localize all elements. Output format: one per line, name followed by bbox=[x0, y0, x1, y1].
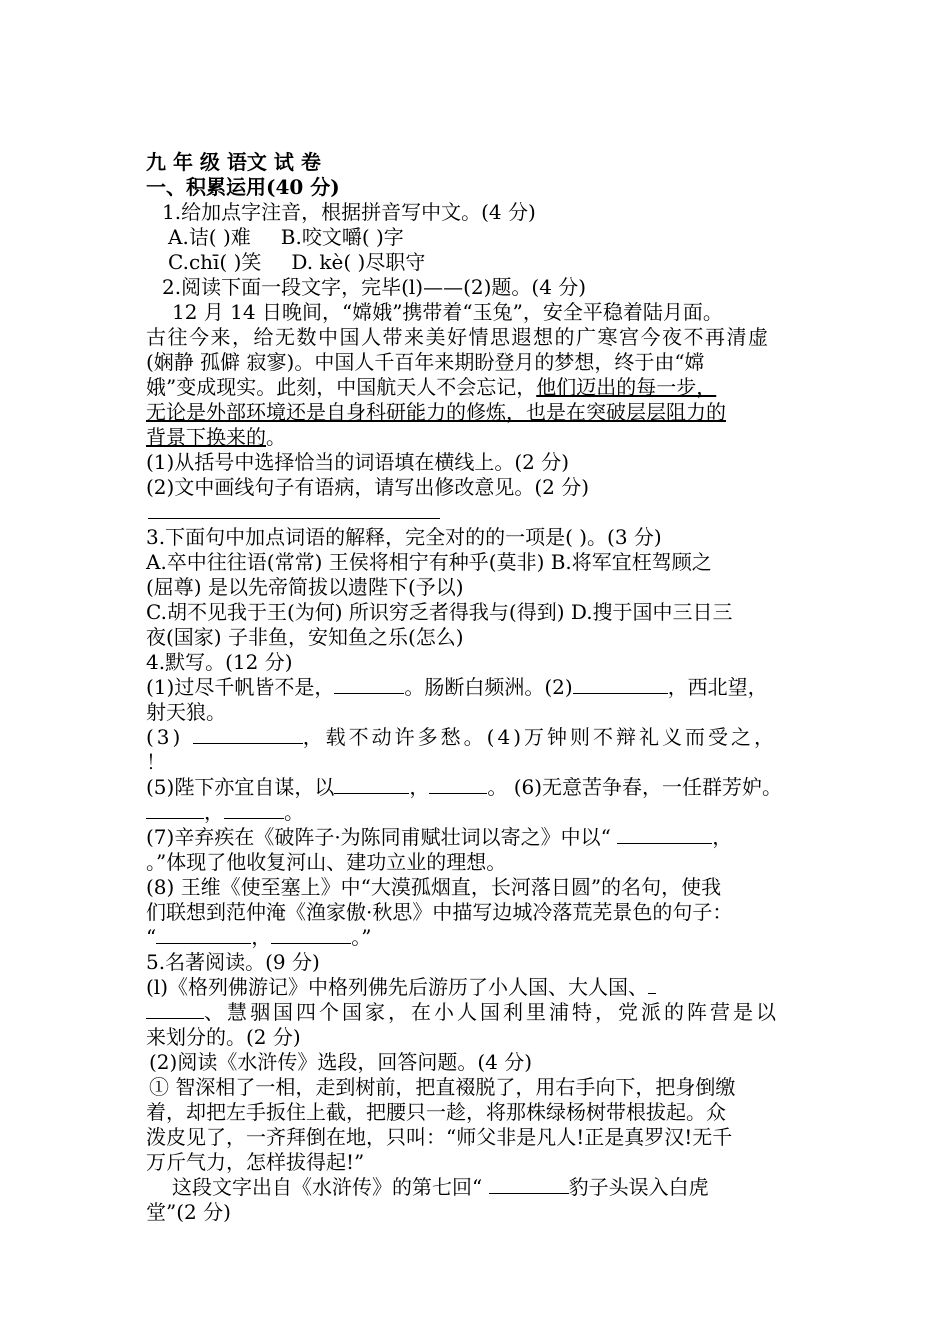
q1-option-b: B.咬文嚼( )字 bbox=[280, 225, 404, 249]
q2-answer-line-row bbox=[146, 500, 826, 525]
answer-blank[interactable] bbox=[573, 675, 668, 694]
q5-text: 、慧骃国四个国家，在小人国利里浦特，党派的阵营是以 bbox=[204, 1000, 779, 1024]
q2-sub2: (2)文中画线句子有语病，请写出修改意见。(2 分) bbox=[146, 475, 590, 499]
q5-passage-line: ① 智深相了一相，走到树前，把直裰脱了，用右手向下，把身倒缴 bbox=[149, 1075, 736, 1099]
q4-line: 。”体现了他收复河山、建功立业的理想。 bbox=[146, 850, 507, 874]
q1-options-row2 bbox=[146, 250, 826, 275]
answer-blank[interactable] bbox=[146, 1000, 204, 1019]
answer-blank[interactable] bbox=[193, 725, 303, 744]
q5-text: 豹子头误入白虎 bbox=[568, 1175, 709, 1199]
q5-line: 来划分的。(2 分) bbox=[146, 1025, 301, 1049]
q4-text: ， bbox=[409, 775, 430, 799]
q4-line: (8) 王维《使至塞上》中“大漠孤烟直，长河落日圆”的名句，使我 bbox=[146, 875, 722, 899]
answer-blank[interactable] bbox=[334, 675, 404, 694]
q5-passage-line: 着，却把左手扳住上截，把腰只一趁，将那株绿杨树带根拔起。众 bbox=[146, 1100, 726, 1124]
q4-line: ！ bbox=[146, 750, 166, 774]
q4-text: ， bbox=[712, 825, 733, 849]
q1-option-d: D. kè( )尽职守 bbox=[291, 250, 426, 274]
q4-line: 们联想到范仲淹《渔家傲·秋思》中描写边城冷落荒芜景色的句子： bbox=[146, 900, 733, 924]
q5-line bbox=[146, 1000, 826, 1025]
q3-line: C.胡不见我于王(为何) 所识穷乏者得我与(得到) D.搜于国中三日三 bbox=[146, 600, 733, 624]
passage-text: 娥”变成现实。此刻，中国航天人不会忘记， bbox=[146, 375, 537, 399]
answer-blank[interactable] bbox=[271, 925, 351, 944]
q2-passage-line bbox=[146, 425, 826, 450]
q4-line bbox=[146, 775, 826, 800]
q4-text: ，西北望， bbox=[667, 675, 768, 699]
answer-blank[interactable] bbox=[617, 825, 712, 844]
q4-line: 射天狼。 bbox=[146, 700, 226, 724]
q4-text: 。 bbox=[284, 800, 304, 824]
q5-text: 这段文字出自《水浒传》的第七回“ bbox=[172, 1175, 489, 1199]
q4-line bbox=[146, 925, 826, 950]
answer-blank[interactable] bbox=[334, 775, 409, 794]
q4-line bbox=[146, 725, 826, 750]
answer-blank[interactable] bbox=[429, 775, 487, 794]
q2-passage-line: (娴静 孤僻 寂寥)。中国人千百年来期盼登月的梦想，终于由“嫦 bbox=[146, 350, 705, 374]
underlined-sentence: 背景下换来的 bbox=[146, 425, 266, 449]
q5-text: (l)《格列佛游记》中格列佛先后游历了小人国、大人国、 bbox=[146, 975, 649, 999]
q4-text: 。肠断白频洲。(2) bbox=[404, 675, 573, 699]
q5-stem: 5.名著阅读。(9 分) bbox=[146, 950, 320, 974]
underlined-sentence: 无论是外部环境还是自身科研能力的修炼，也是在突破层层阻力的 bbox=[146, 400, 726, 424]
q5-line: 堂”(2 分) bbox=[146, 1200, 231, 1224]
q2-passage-line: 12 月 14 日晚间，“嫦娥”携带着“玉兔”，安全平稳着陆月面。 bbox=[172, 300, 723, 324]
q4-text: ，载不动许多愁。(4)万钟则不辩礼义而受之， bbox=[302, 725, 778, 749]
answer-blank[interactable] bbox=[146, 800, 204, 819]
q4-text: (3) bbox=[146, 725, 193, 749]
q4-line bbox=[146, 675, 826, 700]
q5-sub2: (2)阅读《水浒传》选段，回答问题。(4 分) bbox=[149, 1050, 533, 1074]
q2-passage-line bbox=[146, 375, 826, 400]
q4-text: (1)过尽千帆皆不是， bbox=[146, 675, 335, 699]
q5-line bbox=[146, 975, 826, 1000]
passage-text: 。 bbox=[266, 425, 286, 449]
q4-text: (5)陛下亦宜自谋，以 bbox=[146, 775, 335, 799]
answer-blank[interactable] bbox=[148, 500, 440, 519]
q4-text: 。” bbox=[351, 925, 372, 949]
exam-title: 九 年 级 语文 试 卷 bbox=[146, 150, 321, 174]
q4-text: ， bbox=[251, 925, 272, 949]
q4-line bbox=[146, 825, 826, 850]
q3-line: (屈尊) 是以先帝简拔以遗陛下(予以) bbox=[146, 575, 464, 599]
q1-stem: 1.给加点字注音，根据拼音写中文。(4 分) bbox=[162, 200, 536, 224]
q4-stem: 4.默写。(12 分) bbox=[146, 650, 293, 674]
q4-text: 。 (6)无意苦争春，一任群芳妒。 bbox=[487, 775, 783, 799]
q1-option-a: A.诘( )难 bbox=[168, 225, 251, 249]
q4-text: (7)辛弃疾在《破阵子·为陈同甫赋壮词以寄之》中以“ bbox=[146, 825, 618, 849]
answer-blank[interactable] bbox=[224, 800, 284, 819]
underlined-sentence: 他们迈出的每一步， bbox=[536, 375, 717, 399]
q3-line: 夜(国家) 子非鱼，安知鱼之乐(怎么) bbox=[146, 625, 464, 649]
q2-passage-line: 古往今来，给无数中国人带来美好情思遐想的广寒宫今夜不再清虚 bbox=[146, 325, 770, 349]
q2-stem: 2.阅读下面一段文字，完毕(l)——(2)题。(4 分) bbox=[162, 275, 587, 299]
q5-line bbox=[146, 1175, 826, 1200]
q1-option-c: C.chī( )笑 bbox=[168, 250, 262, 274]
q4-line bbox=[146, 800, 826, 825]
q5-passage-line: 万斤气力，怎样拔得起!” bbox=[146, 1150, 365, 1174]
q4-text: “ bbox=[146, 925, 157, 949]
q1-options-row1 bbox=[146, 225, 826, 250]
section-heading: 一、积累运用(40 分) bbox=[146, 175, 340, 199]
q2-sub1: (1)从括号中选择恰当的词语填在横线上。(2 分) bbox=[146, 450, 570, 474]
exam-page bbox=[146, 150, 826, 1225]
q3-line: A.卒中往往语(常常) 王侯将相宁有种乎(莫非) B.将军宜枉驾顾之 bbox=[146, 550, 712, 574]
answer-blank[interactable] bbox=[489, 1175, 569, 1194]
q4-text: ， bbox=[204, 800, 224, 824]
answer-blank[interactable] bbox=[156, 925, 251, 944]
q5-passage-line: 泼皮见了，一齐拜倒在地，只叫：“师父非是凡人!正是真罗汉!无千 bbox=[146, 1125, 733, 1149]
answer-blank[interactable] bbox=[648, 975, 656, 994]
q3-stem: 3.下面句中加点词语的解释，完全对的的一项是( )。(3 分) bbox=[146, 525, 662, 549]
